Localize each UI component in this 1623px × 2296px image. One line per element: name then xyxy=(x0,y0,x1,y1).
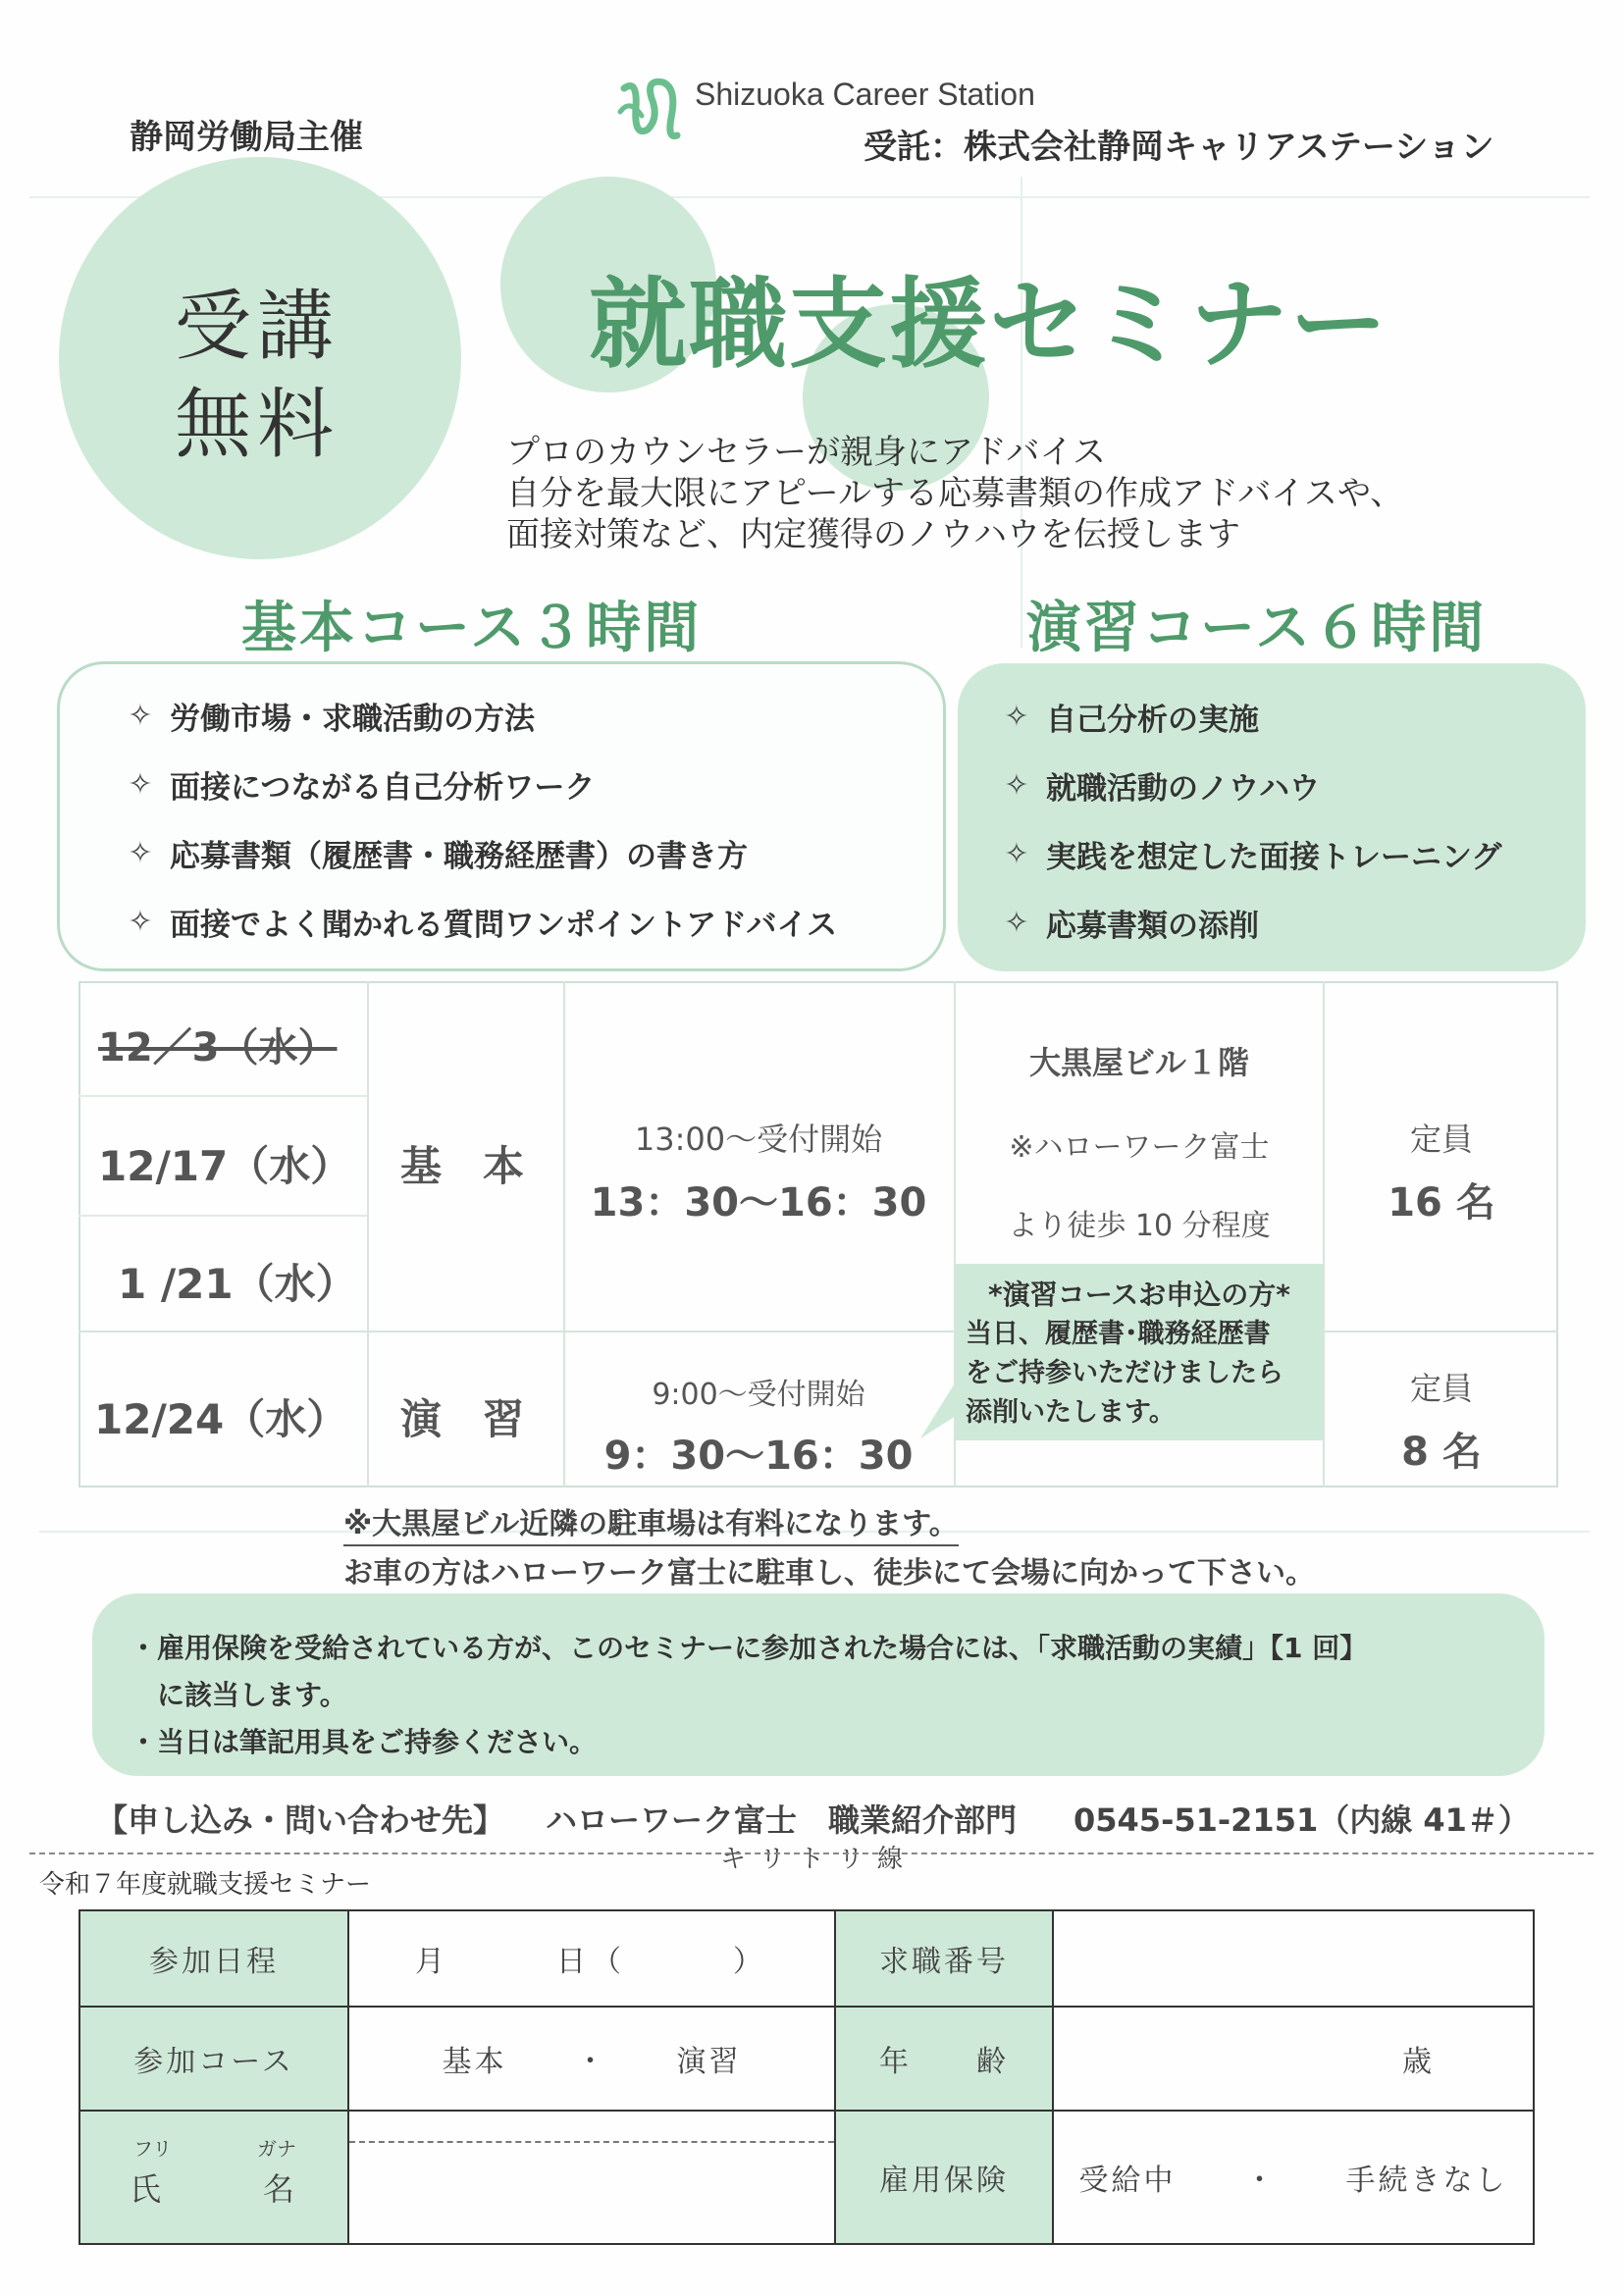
basic-course-item xyxy=(111,762,595,807)
intro-text xyxy=(506,432,1403,555)
furigana-label: ガナ xyxy=(257,2137,296,2161)
table-divider xyxy=(367,981,369,1487)
form-label: 年 齢 xyxy=(879,2045,1009,2079)
schedule-date: 12/17（水） xyxy=(98,1142,352,1190)
age-unit: 歳 xyxy=(1402,2045,1435,2079)
basic-course-item xyxy=(111,900,837,944)
bubble-tail xyxy=(920,1382,964,1440)
logo-text: Shizuoka Career Station xyxy=(695,77,1035,112)
practice-note-text xyxy=(966,1315,1283,1433)
venue-note: ※ハローワーク富士 xyxy=(1009,1130,1270,1165)
form-label: 求職番号 xyxy=(879,1945,1009,1979)
info-line: ・当日は筆記用具をご持参ください。 xyxy=(130,1726,598,1758)
parking-note: お車の方はハローワーク富士に駐車し、徒歩にて会場に向かって下さい。 xyxy=(343,1556,1315,1591)
insurance-option-receiving[interactable]: 受給中 xyxy=(1078,2164,1177,2198)
info-line: ・雇用保険を受給されている方が、このセミナーに参加された場合には、「求職活動の実績」【1 回】 xyxy=(130,1632,1368,1664)
basic-course-item xyxy=(111,694,535,738)
free-badge-line2: 無料 xyxy=(175,381,340,469)
name-label: 名 xyxy=(263,2170,295,2208)
parking-note: ※大黒屋ビル近隣の駐車場は有料になります。 xyxy=(343,1499,959,1546)
session-time: 13：30～16：30 xyxy=(590,1180,927,1226)
capacity-label: 定員 xyxy=(1409,1370,1473,1407)
practice-course-box xyxy=(958,663,1586,971)
note-line: 当日、履歴書･職務経歴書 xyxy=(966,1319,1271,1349)
item-label: 労働市場・求職活動の方法 xyxy=(170,702,535,737)
sparkle-icon: ✧ xyxy=(128,836,153,870)
intro-line: 自分を最大限にアピールする応募書類の作成アドバイスや、 xyxy=(506,474,1404,513)
insurance-separator: ・ xyxy=(1244,2164,1278,2198)
cut-line-label: キリトリ線 xyxy=(720,1845,917,1874)
age-field[interactable] xyxy=(1054,2008,1533,2110)
course-option-basic[interactable]: 基本 xyxy=(442,2045,507,2079)
item-label: 応募書類の添削 xyxy=(1046,909,1259,944)
schedule-course-practice: 演 習 xyxy=(400,1395,525,1443)
table-divider xyxy=(79,1095,367,1097)
item-label: 実践を想定した面接トレーニング xyxy=(1046,840,1502,875)
table-divider xyxy=(1323,981,1325,1487)
sparkle-icon: ✧ xyxy=(1004,700,1029,734)
sparkle-icon: ✧ xyxy=(1004,837,1029,871)
company-logo xyxy=(616,69,685,147)
schedule-date: 1 /21（水） xyxy=(118,1260,357,1308)
note-line: 添削いたします。 xyxy=(966,1397,1176,1428)
sparkle-icon: ✧ xyxy=(1004,906,1029,940)
practice-course-item xyxy=(987,832,1501,876)
info-box xyxy=(92,1593,1544,1776)
form-label: 参加コース xyxy=(133,2045,294,2079)
info-line: に該当します。 xyxy=(130,1679,347,1711)
contact-phone: 0545-51-2151（内線 41＃） xyxy=(1073,1801,1530,1839)
sparkle-icon: ✧ xyxy=(128,905,153,939)
practice-note-box xyxy=(956,1264,1323,1440)
form-label: 参加日程 xyxy=(149,1945,279,1979)
capacity-label: 定員 xyxy=(1409,1121,1473,1158)
course-option-practice[interactable]: 演習 xyxy=(676,2045,742,2079)
sparkle-icon: ✧ xyxy=(128,767,153,802)
basic-course-box xyxy=(57,661,946,971)
session-time: 9：30～16：30 xyxy=(603,1434,914,1479)
job-number-field[interactable] xyxy=(1054,1911,1533,2006)
note-line: をご持参いただけましたら xyxy=(966,1358,1283,1388)
sparkle-icon: ✧ xyxy=(128,699,153,733)
practice-note-title: *演習コースお申込の方* xyxy=(988,1278,1290,1311)
contact-office: ハローワーク富士 職業紹介部門 xyxy=(546,1801,1018,1839)
item-label: 就職活動のノウハウ xyxy=(1046,771,1320,807)
name-label: 氏 xyxy=(130,2170,162,2208)
schedule-date: 12/24（水） xyxy=(94,1395,348,1443)
intro-line: プロのカウンセラーが親身にアドバイス xyxy=(506,433,1106,472)
venue-note: より徒歩 10 分程度 xyxy=(1008,1209,1271,1243)
item-label: 面接につながる自己分析ワーク xyxy=(170,770,596,806)
reception-time: 13:00～受付開始 xyxy=(634,1121,883,1158)
insurance-choice xyxy=(1054,2112,1533,2243)
organizer-text: 静岡労働局主催 xyxy=(130,118,363,157)
capacity-value: 16 名 xyxy=(1387,1180,1495,1226)
name-field[interactable] xyxy=(349,2112,834,2243)
contractor-text: 受託：株式会社静岡キャリアステーション xyxy=(864,128,1494,167)
item-label: 面接でよく聞かれる質問ワンポイントアドバイス xyxy=(170,908,838,943)
cut-line xyxy=(29,1852,1594,1854)
venue-name: 大黒屋ビル１階 xyxy=(1028,1044,1249,1081)
capacity-value: 8 名 xyxy=(1401,1430,1482,1475)
item-label: 応募書類（履歴書・職務経歴書）の書き方 xyxy=(170,839,748,874)
course-separator: ・ xyxy=(575,2045,608,2079)
schedule-course-basic: 基 本 xyxy=(400,1142,525,1190)
free-badge-line1: 受講 xyxy=(175,283,340,371)
item-label: 自己分析の実施 xyxy=(1046,703,1259,738)
form-title: 令和７年度就職支援セミナー xyxy=(39,1870,372,1900)
date-field[interactable]: 月 日（ ） xyxy=(415,1945,768,1979)
page-title: 就職支援セミナー xyxy=(589,267,1389,382)
intro-line: 面接対策など、内定獲得のノウハウを伝授します xyxy=(506,515,1240,554)
table-divider xyxy=(79,1215,367,1217)
furigana-label: フリ xyxy=(133,2137,173,2161)
sparkle-icon: ✧ xyxy=(1004,768,1029,803)
reception-time: 9:00～受付開始 xyxy=(652,1378,865,1412)
form-label: 雇用保険 xyxy=(879,2164,1009,2198)
basic-course-heading: 基本コース３時間 xyxy=(241,597,703,660)
table-divider xyxy=(79,1331,1558,1332)
insurance-option-none[interactable]: 手続きなし xyxy=(1345,2164,1508,2198)
basic-course-item xyxy=(111,831,748,875)
course-choice xyxy=(349,2008,834,2110)
contact-label: 【申し込み・問い合わせ先】 xyxy=(96,1801,505,1839)
schedule-date-cancelled: 12／3（水） xyxy=(98,1025,338,1070)
practice-course-item xyxy=(987,901,1259,945)
name-label-cell xyxy=(80,2112,347,2243)
practice-course-item xyxy=(987,695,1259,739)
practice-course-item xyxy=(987,763,1320,808)
practice-course-heading: 演習コース６時間 xyxy=(1026,597,1488,660)
